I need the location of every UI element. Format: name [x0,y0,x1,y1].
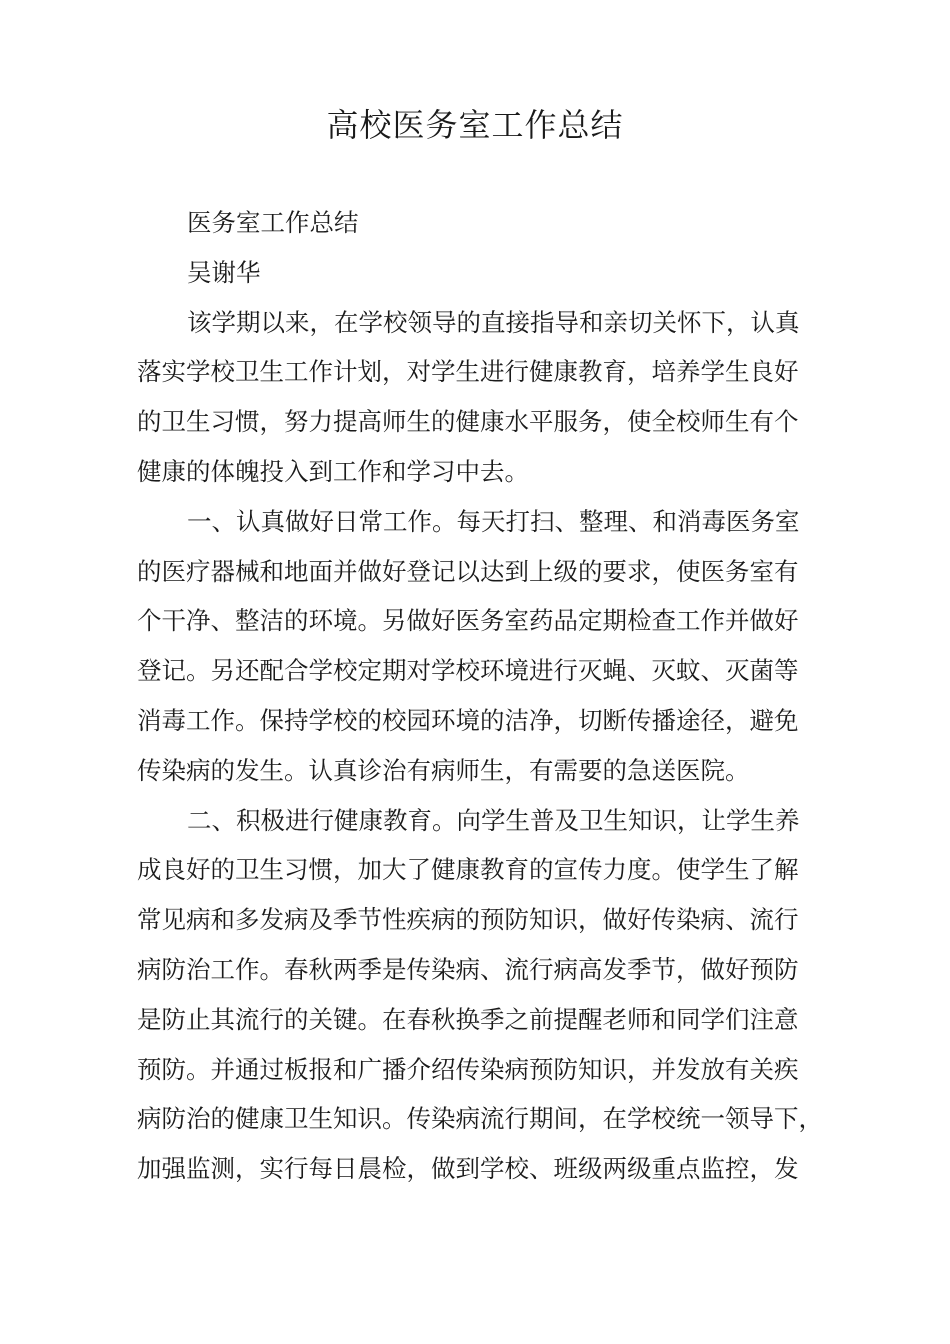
paragraph-line: 登记。另还配合学校定期对学校环境进行灭蝇、灭蚊、灭菌等 [137,656,799,686]
document-subtitle: 医务室工作总结 [187,208,359,237]
document-author: 吴谢华 [187,257,261,287]
paragraph-line: 病防治的健康卫生知识。传染病流行期间，在学校统一领导下， [137,1104,823,1134]
paragraph-line: 落实学校卫生工作计划，对学生进行健康教育，培养学生良好 [137,357,799,387]
paragraph-intro [137,298,827,497]
paragraph-line: 二、积极进行健康教育。向学生普及卫生知识，让学生养 [187,805,800,835]
paragraph-line: 病防治工作。春秋两季是传染病、流行病高发季节，做好预防 [137,954,799,984]
paragraph-line: 加强监测，实行每日晨检，做到学校、班级两级重点监控，发 [137,1154,799,1184]
paragraph-section-1 [137,497,827,796]
paragraph-line: 一、认真做好日常工作。每天打扫、整理、和消毒医务室 [187,506,800,536]
paragraph-line: 该学期以来，在学校领导的直接指导和亲切关怀下，认真 [187,307,800,337]
paragraph-line: 个干净、整洁的环境。另做好医务室药品定期检查工作并做好 [137,606,799,636]
paragraph-line: 常见病和多发病及季节性疾病的预防知识，做好传染病、流行 [137,905,799,935]
paragraph-section-2 [137,796,827,1194]
document-title: 高校医务室工作总结 [326,106,624,144]
paragraph-line: 的医疗器械和地面并做好登记以达到上级的要求，使医务室有 [137,556,799,586]
paragraph-line: 健康的体魄投入到工作和学习中去。 [137,456,529,486]
paragraph-line: 成良好的卫生习惯，加大了健康教育的宣传力度。使学生了解 [137,855,799,885]
document-body [137,198,827,1194]
paragraph-line: 消毒工作。保持学校的校园环境的洁净，切断传播途径，避免 [137,705,799,735]
paragraph-line: 的卫生习惯，努力提高师生的健康水平服务，使全校师生有个 [137,407,799,437]
paragraph-line: 是防止其流行的关键。在春秋换季之前提醒老师和同学们注意 [137,1004,799,1034]
paragraph-line: 传染病的发生。认真诊治有病师生，有需要的急送医院。 [137,755,750,785]
paragraph-line: 预防。并通过板报和广播介绍传染病预防知识，并发放有关疾 [137,1054,799,1084]
